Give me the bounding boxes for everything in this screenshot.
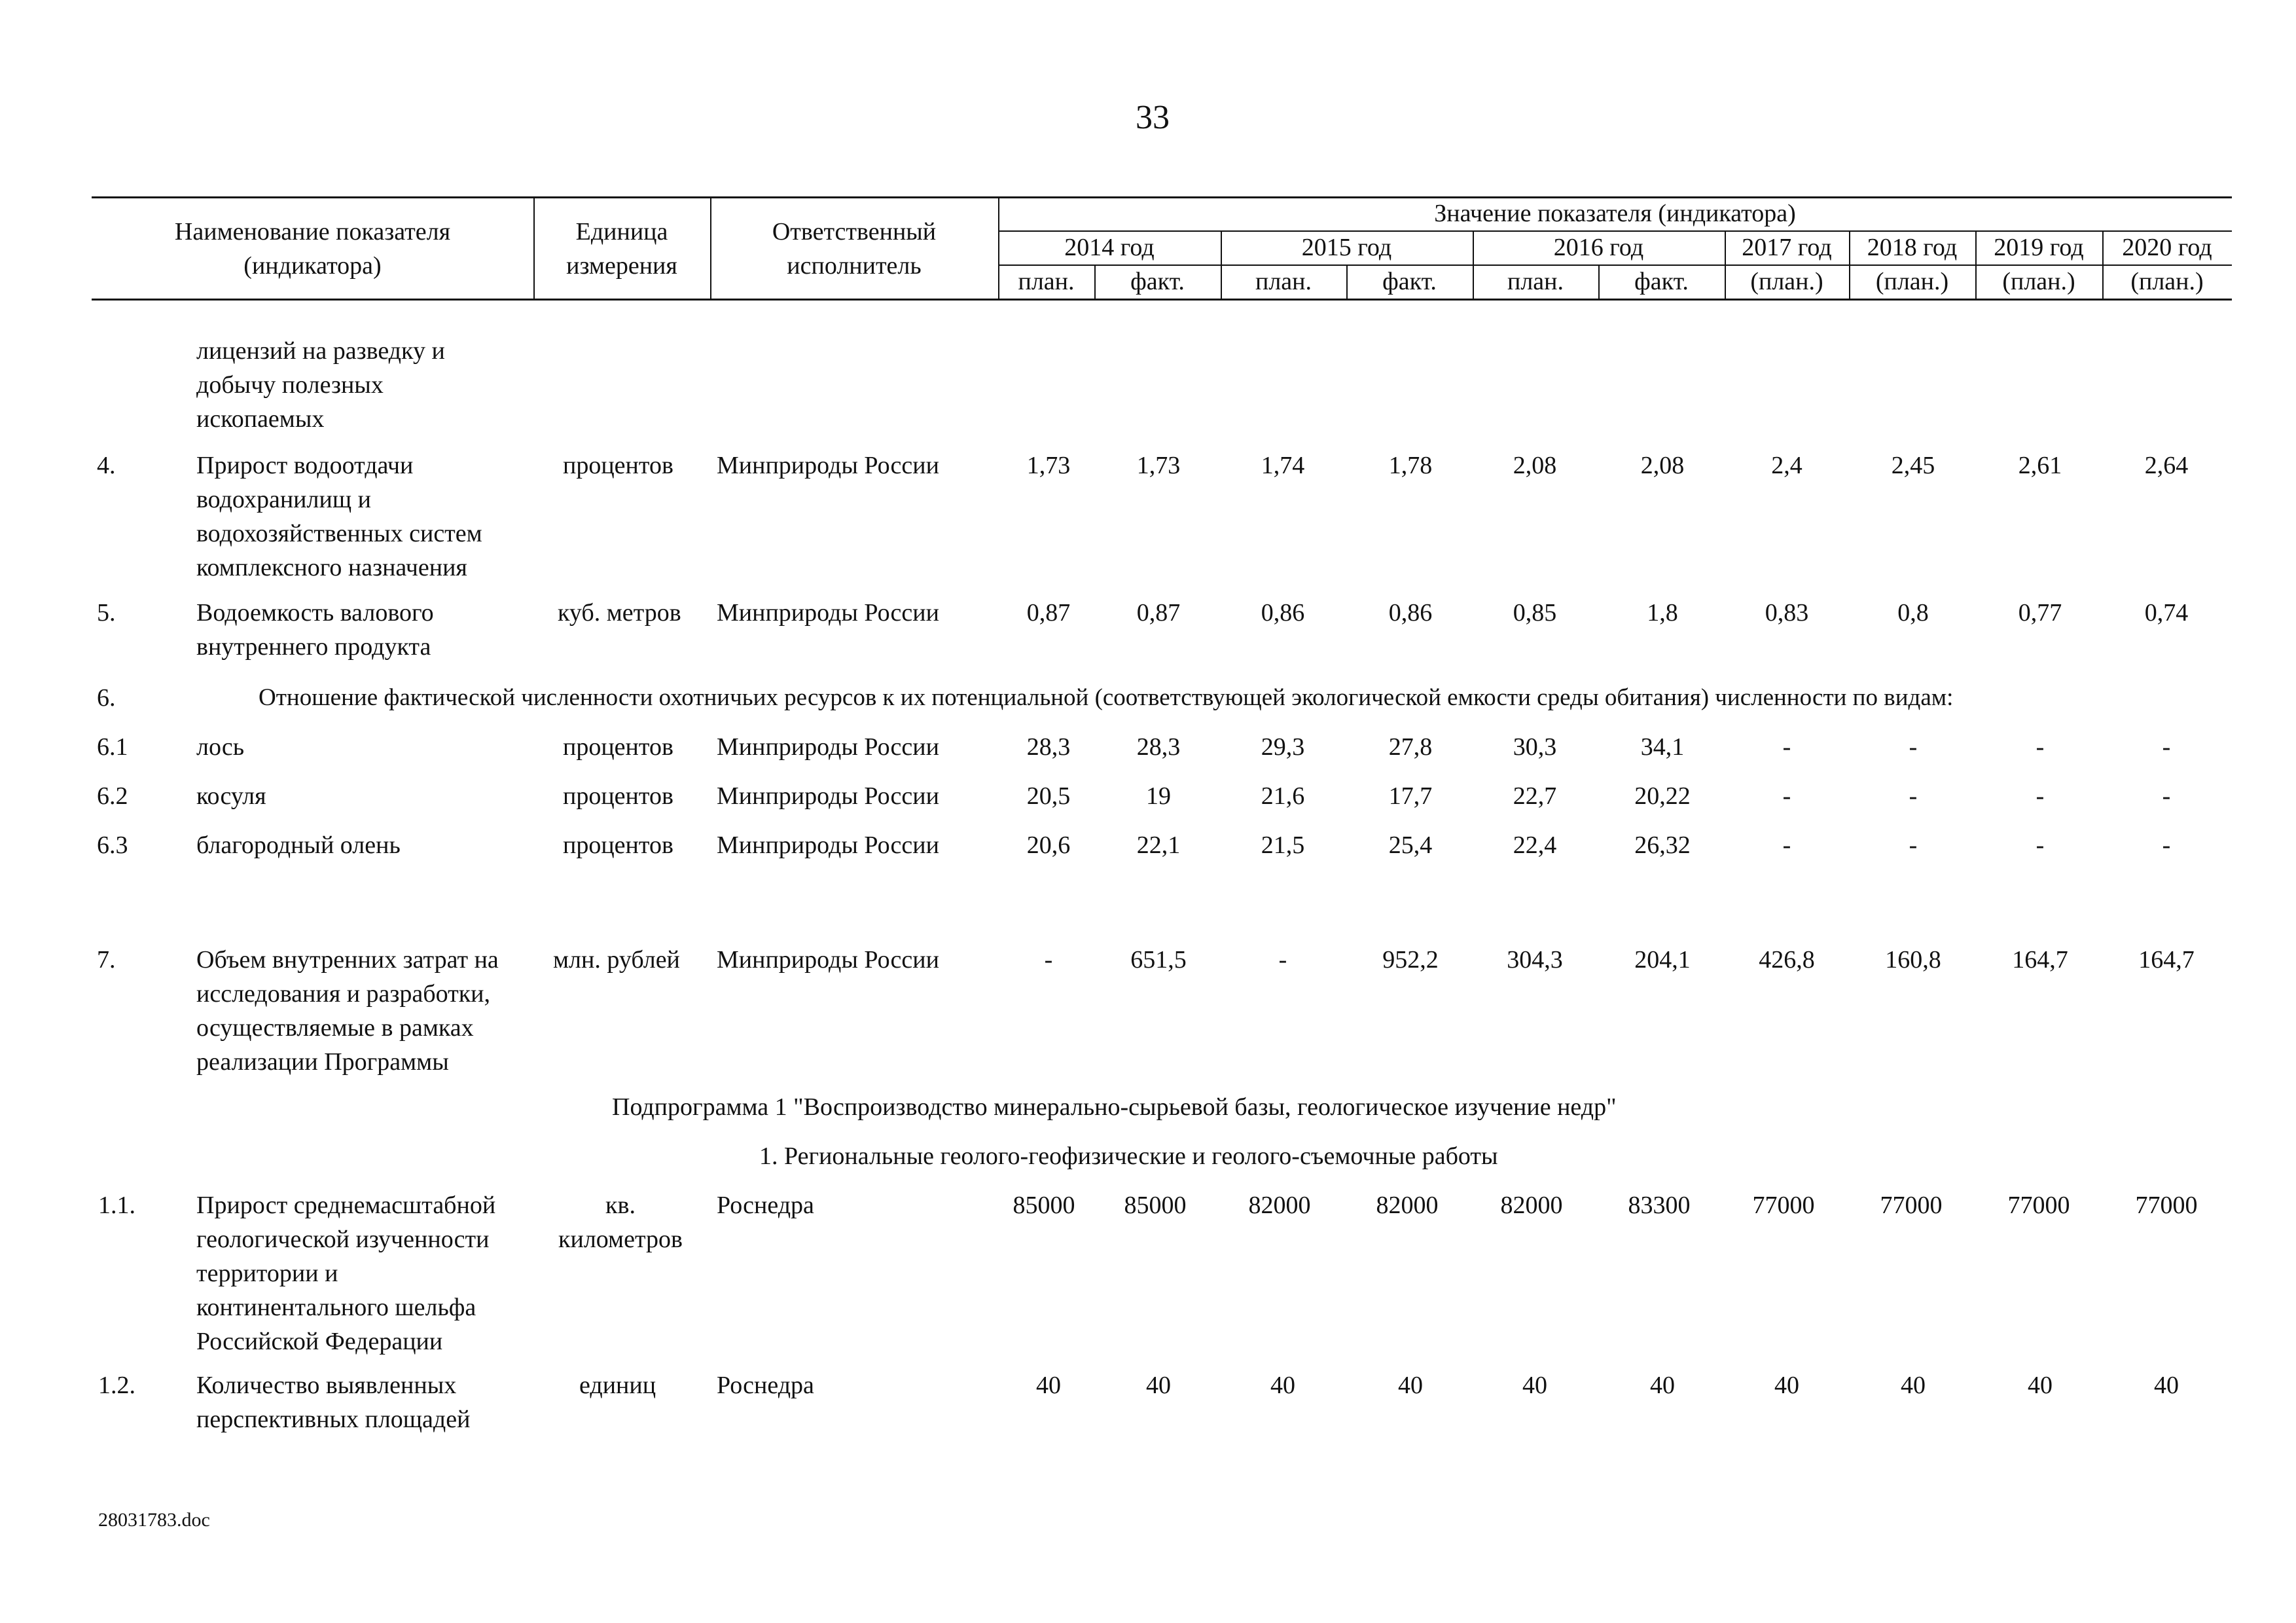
value-2016-plan: 22,7 xyxy=(1513,782,1557,810)
unit: млн. рублей xyxy=(553,946,680,974)
group-heading: Отношение фактической численности охотничьих ресурсов к их потенциальной (соответствующей экологической емкости среды обитания) численности по видам: xyxy=(259,684,1954,711)
executor: Роснедра xyxy=(717,1192,814,1219)
value-2019: 2,61 xyxy=(2018,452,2062,479)
indicator-name: Объем внутренних затрат на исследования и разработки, осуществляемые в рамках реализации Программы xyxy=(196,946,499,1076)
indicator-name: Прирост среднемасштабной геологической изученности территории и континентального шельфа Российской Федерации xyxy=(196,1192,496,1355)
value-2018: 2,45 xyxy=(1891,452,1935,479)
row-number: 6. xyxy=(97,684,116,712)
header-year-2019: 2019 год xyxy=(1994,234,2084,261)
value-2020: 0,74 xyxy=(2144,599,2189,627)
value-2014-fact: 40 xyxy=(1146,1372,1171,1399)
value-2014-fact: 28,3 xyxy=(1136,733,1181,761)
header-year-2014: 2014 год xyxy=(1064,234,1155,261)
executor: Роснедра xyxy=(717,1372,814,1399)
header-year-2016: 2016 год xyxy=(1553,234,1644,261)
value-2015-fact: 25,4 xyxy=(1388,831,1433,859)
value-2019: - xyxy=(2036,831,2045,859)
value-2018: - xyxy=(1909,831,1918,859)
value-2017: 426,8 xyxy=(1759,946,1815,974)
value-2017: - xyxy=(1782,831,1791,859)
header-year-2018: 2018 год xyxy=(1867,234,1958,261)
value-2015-plan: 1,74 xyxy=(1261,452,1305,479)
indicator-name: лось xyxy=(196,733,245,761)
row-number: 5. xyxy=(97,599,116,627)
header-year-2015: 2015 год xyxy=(1301,234,1392,261)
value-2014-fact: 651,5 xyxy=(1130,946,1187,974)
unit: кв. километров xyxy=(558,1192,683,1253)
value-2015-plan: 82000 xyxy=(1248,1192,1311,1219)
value-2015-plan: 40 xyxy=(1270,1372,1295,1399)
row-number: 7. xyxy=(97,946,116,974)
header-fact: факт. xyxy=(1130,268,1185,295)
indicator-name: косуля xyxy=(196,782,266,810)
row-number: 6.1 xyxy=(97,733,128,761)
value-2020: - xyxy=(2162,831,2171,859)
header-value: Значение показателя (индикатора) xyxy=(1434,200,1796,227)
row-number: 1.2. xyxy=(98,1372,135,1399)
value-2019: 40 xyxy=(2028,1372,2053,1399)
value-2016-plan: 30,3 xyxy=(1513,733,1557,761)
value-2016-plan: 22,4 xyxy=(1513,831,1557,859)
value-2015-plan: 29,3 xyxy=(1261,733,1305,761)
value-2017: 77000 xyxy=(1752,1192,1815,1219)
value-2020: - xyxy=(2162,782,2171,810)
value-2014-fact: 1,73 xyxy=(1136,452,1181,479)
executor: Минприроды России xyxy=(717,599,939,627)
executor: Минприроды России xyxy=(717,831,939,859)
value-2017: - xyxy=(1782,782,1791,810)
value-2016-plan: 304,3 xyxy=(1507,946,1563,974)
value-2020: 164,7 xyxy=(2138,946,2195,974)
value-2015-fact: 952,2 xyxy=(1382,946,1439,974)
value-2015-fact: 27,8 xyxy=(1388,733,1433,761)
value-2018: - xyxy=(1909,733,1918,761)
value-2016-fact: 20,22 xyxy=(1634,782,1691,810)
value-2015-plan: - xyxy=(1278,946,1287,974)
value-2014-plan: 20,5 xyxy=(1026,782,1071,810)
page-number: 33 xyxy=(1136,99,1170,136)
document-code: 28031783.doc xyxy=(98,1509,210,1531)
value-2020: 2,64 xyxy=(2144,452,2189,479)
header-plan-2017: (план.) xyxy=(1750,268,1823,295)
header-executor: Ответственный исполнитель xyxy=(772,218,937,280)
header-plan: план. xyxy=(1018,268,1075,295)
value-2018: - xyxy=(1909,782,1918,810)
value-2017: - xyxy=(1782,733,1791,761)
continuation-text: лицензий на разведку и добычу полезных ископаемых xyxy=(196,337,445,433)
value-2015-plan: 21,5 xyxy=(1261,831,1305,859)
value-2014-plan: 85000 xyxy=(1013,1192,1075,1219)
value-2014-fact: 19 xyxy=(1146,782,1171,810)
value-2014-plan: 28,3 xyxy=(1026,733,1071,761)
value-2018: 77000 xyxy=(1880,1192,1943,1219)
value-2015-fact: 17,7 xyxy=(1388,782,1433,810)
value-2019: - xyxy=(2036,782,2045,810)
row-number: 1.1. xyxy=(98,1192,135,1219)
value-2019: 164,7 xyxy=(2012,946,2068,974)
unit: куб. метров xyxy=(558,599,681,627)
row-number: 6.3 xyxy=(97,831,128,859)
executor: Минприроды России xyxy=(717,946,939,974)
value-2016-plan: 82000 xyxy=(1500,1192,1563,1219)
value-2018: 0,8 xyxy=(1897,599,1929,627)
value-2016-fact: 204,1 xyxy=(1634,946,1691,974)
value-2014-plan: 40 xyxy=(1036,1372,1061,1399)
value-2017: 0,83 xyxy=(1765,599,1809,627)
value-2019: 77000 xyxy=(2007,1192,2070,1219)
header-plan-2019: (план.) xyxy=(2002,268,2075,295)
value-2020: 40 xyxy=(2154,1372,2179,1399)
value-2016-fact: 2,08 xyxy=(1640,452,1685,479)
value-2014-plan: 20,6 xyxy=(1026,831,1071,859)
value-2014-plan: - xyxy=(1044,946,1053,974)
value-2019: - xyxy=(2036,733,2045,761)
subprogram-heading: Подпрограмма 1 "Воспроизводство минерально-сырьевой базы, геологическое изучение недр" xyxy=(612,1093,1617,1121)
row-number: 4. xyxy=(97,452,116,479)
header-plan: план. xyxy=(1255,268,1312,295)
value-2015-fact: 82000 xyxy=(1376,1192,1439,1219)
value-2017: 40 xyxy=(1774,1372,1799,1399)
header-plan: план. xyxy=(1507,268,1564,295)
header-fact: факт. xyxy=(1382,268,1437,295)
value-2017: 2,4 xyxy=(1771,452,1803,479)
indicator-name: Прирост водоотдачи водохранилищ и водохозяйственных систем комплексного назначения xyxy=(196,452,482,581)
header-unit: Единица измерения xyxy=(566,218,677,280)
value-2016-plan: 0,85 xyxy=(1513,599,1557,627)
header-bottom-rule xyxy=(92,299,2232,301)
header-name: Наименование показателя (индикатора) xyxy=(174,218,451,280)
value-2018: 40 xyxy=(1901,1372,1926,1399)
indicator-name: Количество выявленных перспективных площадей xyxy=(196,1372,471,1433)
value-2015-plan: 0,86 xyxy=(1261,599,1305,627)
header-plan-2018: (план.) xyxy=(1875,268,1949,295)
value-2016-plan: 40 xyxy=(1522,1372,1547,1399)
executor: Минприроды России xyxy=(717,733,939,761)
value-2014-plan: 0,87 xyxy=(1026,599,1071,627)
value-2014-fact: 22,1 xyxy=(1136,831,1181,859)
value-2019: 0,77 xyxy=(2018,599,2062,627)
value-2014-fact: 0,87 xyxy=(1136,599,1181,627)
value-2014-fact: 85000 xyxy=(1124,1192,1187,1219)
unit: процентов xyxy=(563,782,673,810)
header-plan-2020: (план.) xyxy=(2130,268,2204,295)
unit: процентов xyxy=(563,831,673,859)
unit: единиц xyxy=(579,1372,656,1399)
value-2015-plan: 21,6 xyxy=(1261,782,1305,810)
executor: Минприроды России xyxy=(717,782,939,810)
value-2020: 77000 xyxy=(2135,1192,2198,1219)
value-2014-plan: 1,73 xyxy=(1026,452,1071,479)
executor: Минприроды России xyxy=(717,452,939,479)
unit: процентов xyxy=(563,452,673,479)
header-year-2020: 2020 год xyxy=(2122,234,2212,261)
value-2016-fact: 40 xyxy=(1650,1372,1675,1399)
header-year-2017: 2017 год xyxy=(1742,234,1832,261)
value-2015-fact: 0,86 xyxy=(1388,599,1433,627)
value-2016-fact: 26,32 xyxy=(1634,831,1691,859)
value-2015-fact: 1,78 xyxy=(1388,452,1433,479)
row-number: 6.2 xyxy=(97,782,128,810)
indicator-name: Водоемкость валового внутреннего продукта xyxy=(196,599,434,661)
value-2016-fact: 1,8 xyxy=(1647,599,1678,627)
value-2016-fact: 83300 xyxy=(1628,1192,1691,1219)
indicator-name: благородный олень xyxy=(196,831,401,859)
value-2018: 160,8 xyxy=(1885,946,1941,974)
value-2015-fact: 40 xyxy=(1398,1372,1423,1399)
section-heading: 1. Региональные геолого-геофизические и геолого-съемочные работы xyxy=(759,1142,1498,1170)
value-2016-plan: 2,08 xyxy=(1513,452,1557,479)
header-fact: факт. xyxy=(1634,268,1689,295)
value-2016-fact: 34,1 xyxy=(1640,733,1685,761)
value-2020: - xyxy=(2162,733,2171,761)
unit: процентов xyxy=(563,733,673,761)
